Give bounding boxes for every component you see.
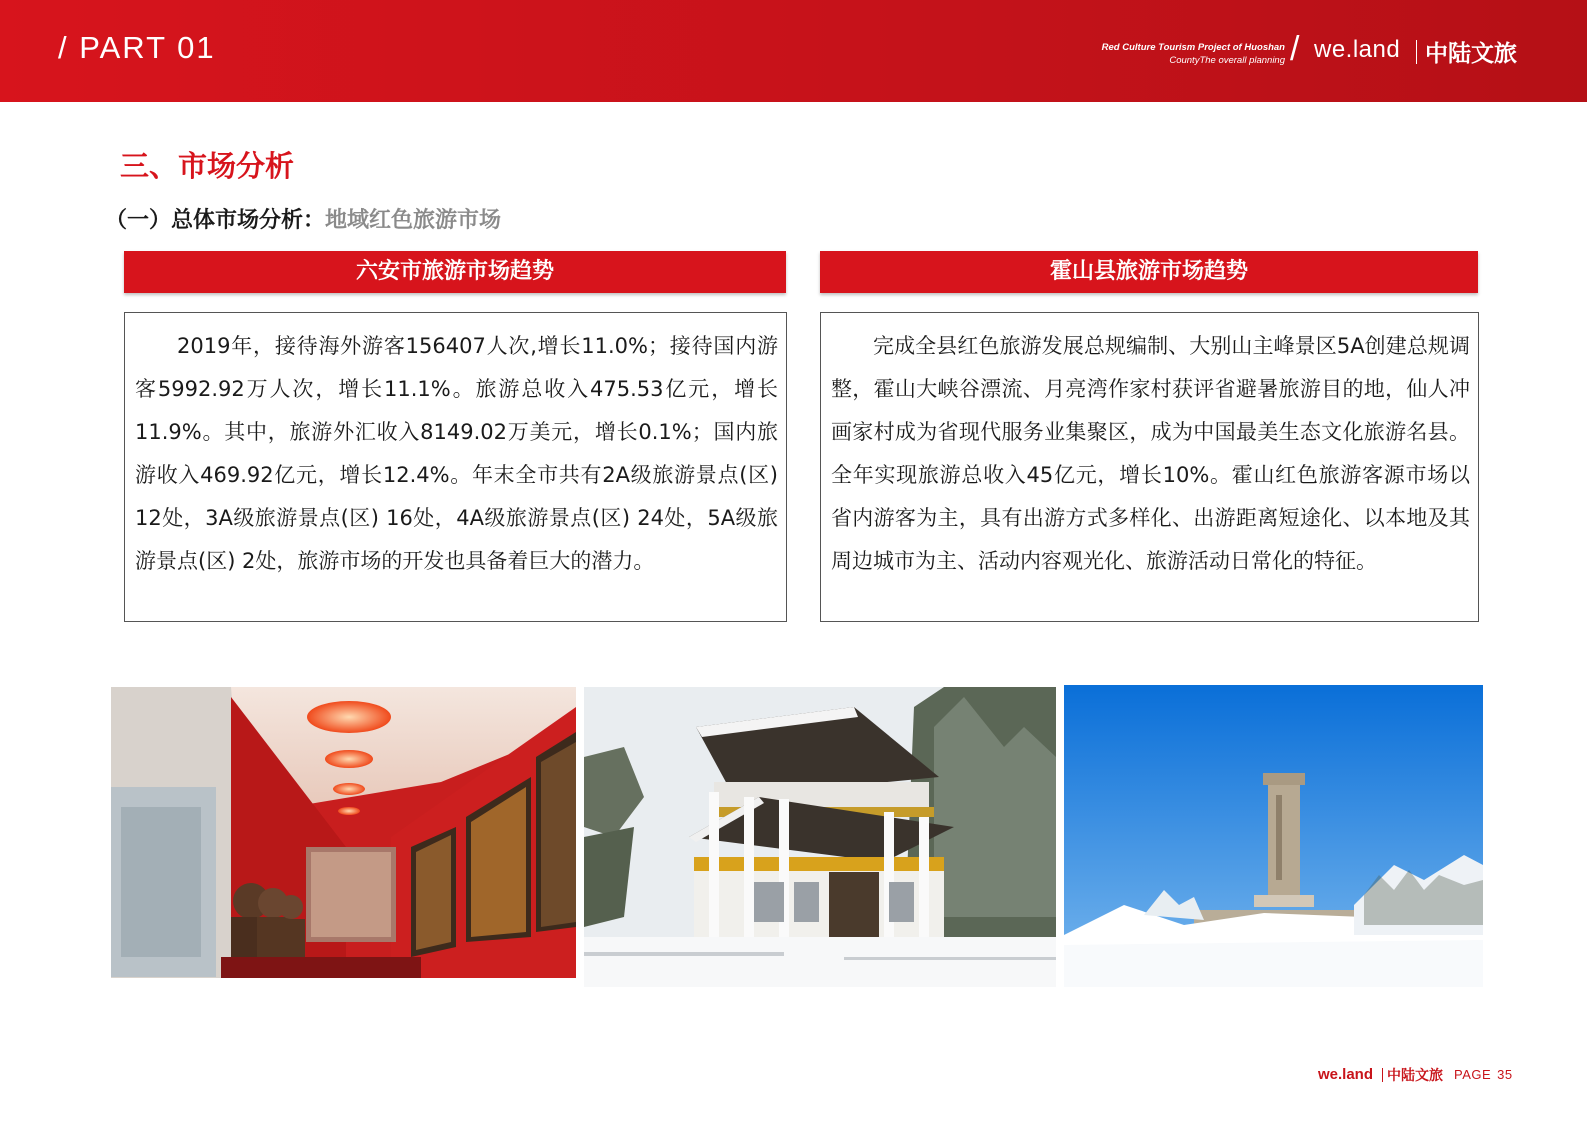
lu-an-panel-title: 六安市旅游市场趋势	[124, 251, 786, 293]
huoshan-panel-title: 霍山县旅游市场趋势	[820, 251, 1478, 293]
part-label: / PART 01	[58, 30, 216, 65]
lu-an-panel-text: 2019年，接待海外游客156407人次,增长11.0%；接待国内游客5992.92万人次，增长11.1%。旅游总收入475.53亿元，增长11.9%。其中，旅游外汇收入8149.02万美元，增长0.1%；国内旅游收入469.92亿元，增长12.4%。年末全市共有2A级旅游景点(区) 12处，3A级旅游景点(区) 16处，4A级旅游景点(区) 24处，5A级旅游景点(区) 2处，旅游市场的开发也具备着巨大的潜力。	[135, 334, 778, 573]
page-number: 35	[1497, 1067, 1513, 1082]
memorial-hall-photo	[111, 687, 576, 978]
huoshan-panel-body	[820, 312, 1479, 622]
project-title-line1: Red Culture Tourism Project of Huoshan	[1101, 42, 1285, 53]
footer-brand-en: we.land	[1318, 1066, 1374, 1083]
monument-snow-photo	[1064, 685, 1483, 987]
huoshan-panel-text: 完成全县红色旅游发展总规编制、大别山主峰景区5A创建总规调整，霍山大峡谷漂流、月亮湾作家村获评省避暑旅游目的地，仙人冲画家村成为省现代服务业集聚区，成为中国最美生态文化旅游名县。全年实现旅游总收入45亿元，增长10%。霍山红色旅游客源市场以省内游客为主，具有出游方式多样化、出游距离短途化、以本地及其周边城市为主、活动内容观光化、旅游活动日常化的特征。	[831, 334, 1470, 573]
brand-divider	[1416, 40, 1417, 64]
brand-logo-en: we.land	[1314, 36, 1401, 63]
subtitle-accent: 地域红色旅游市场	[325, 208, 502, 233]
footer-brand-cn: 中陆文旅	[1387, 1068, 1443, 1084]
footer-divider	[1382, 1068, 1383, 1082]
section-title: 三、市场分析	[120, 149, 295, 183]
lu-an-panel-body	[124, 312, 787, 622]
subtitle-main: （一）总体市场分析：	[105, 208, 326, 233]
brand-logo-cn: 中陆文旅	[1425, 41, 1517, 67]
page-label: PAGE	[1454, 1067, 1492, 1082]
project-english-title	[985, 41, 1285, 67]
snowy-building-photo	[584, 687, 1056, 987]
header-slash: /	[1290, 30, 1300, 68]
header-bar	[0, 0, 1587, 102]
project-title-line2: CountyThe overall planning	[1169, 55, 1285, 66]
subtitle	[105, 203, 501, 234]
page-indicator	[1454, 1067, 1513, 1082]
